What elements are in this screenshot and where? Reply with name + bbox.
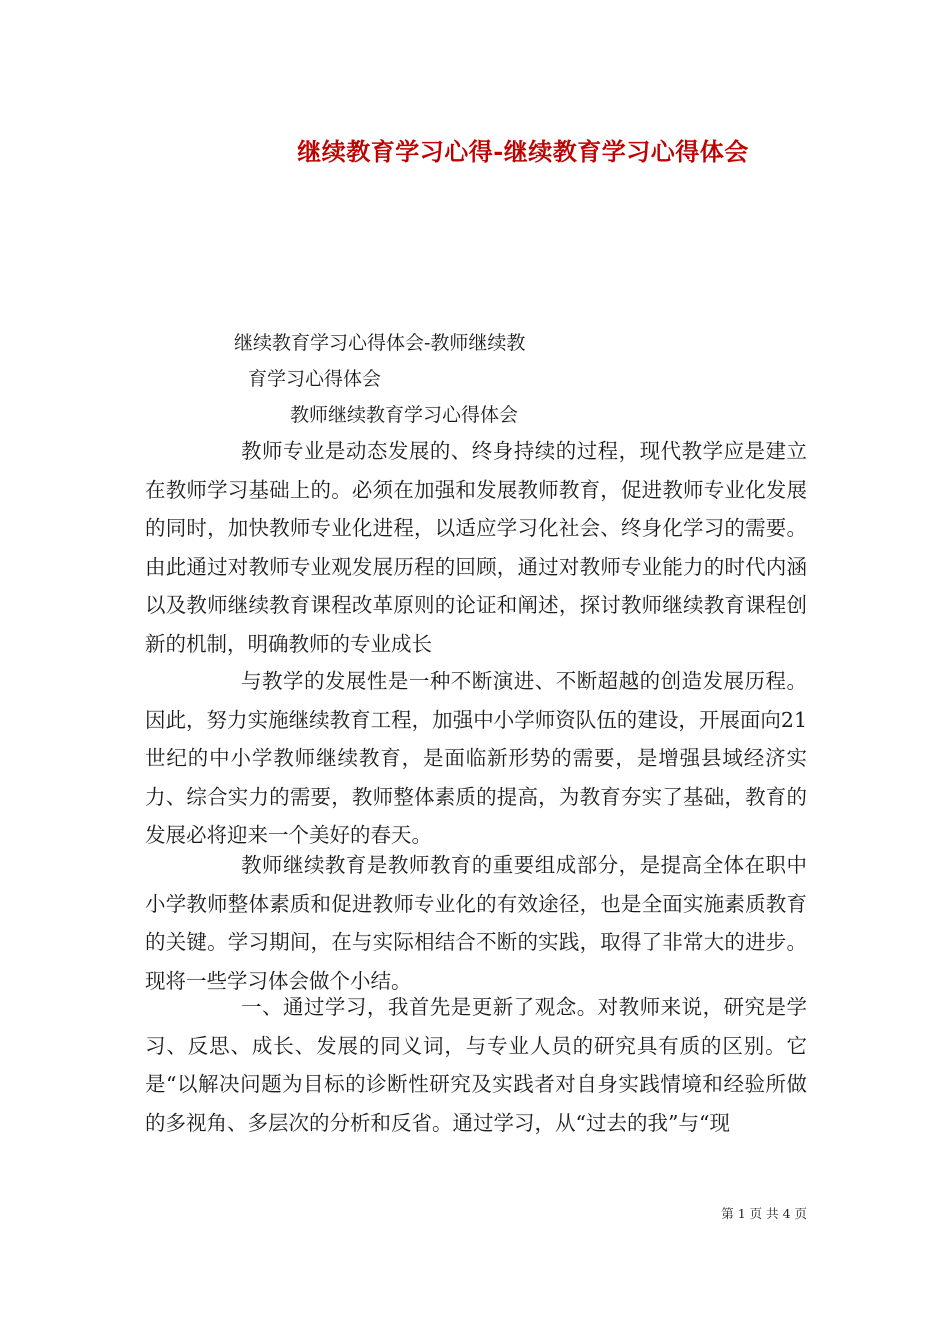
body-paragraph-2 [145, 662, 807, 855]
paragraph-text: 一、通过学习，我首先是更新了观念。对教师来说，研究是学习、反思、成长、发展的同义词，与专业人员的研究具有质的区别。它是“以解决问题为目标的诊断性研究及实践者对自身实践情境和经验所做的多视角、多层次的分析和反省。通过学习，从“过去的我”与“现 [145, 995, 807, 1135]
subtitle-line-3: 教师继续教育学习心得体会 [290, 404, 519, 426]
body-paragraph-1 [145, 432, 807, 663]
page-number-footer: 第 1 页 共 4 页 [721, 1206, 807, 1221]
paragraph-text: 与教学的发展性是一种不断演进、不断超越的创造发展历程。因此，努力实施继续教育工程，加强中小学师资队伍的建设，开展面向21世纪的中小学教师继续教育，是面临新形势的需要，是增强县域经济实力、综合实力的需要，教师整体素质的提高，为教育夯实了基础，教育的发展必将迎来一个美好的春天。 [145, 669, 807, 847]
subtitle-line-1: 继续教育学习心得体会-教师继续教 [234, 332, 526, 354]
paragraph-text: 教师专业是动态发展的、终身持续的过程，现代教学应是建立在教师学习基础上的。必须在加强和发展教师教育，促进教师专业化发展的同时，加快教师专业化进程，以适应学习化社会、终身化学习的需要。由此通过对教师专业观发展历程的回顾，通过对教师专业能力的时代内涵以及教师继续教育课程改革原则的论证和阐述，探讨教师继续教育课程创新的机制，明确教师的专业成长 [145, 439, 807, 656]
subtitle-line-2: 育学习心得体会 [248, 368, 382, 390]
document-title: 继续教育学习心得-继续教育学习心得体会 [297, 137, 749, 166]
body-paragraph-3 [145, 846, 807, 1000]
paragraph-text: 教师继续教育是教师教育的重要组成部分，是提高全体在职中小学教师整体素质和促进教师专业化的有效途径，也是全面实施素质教育的关键。学习期间，在与实际相结合不断的实践，取得了非常大的进步。现将一些学习体会做个小结。 [145, 853, 807, 993]
body-paragraph-4 [145, 988, 807, 1142]
